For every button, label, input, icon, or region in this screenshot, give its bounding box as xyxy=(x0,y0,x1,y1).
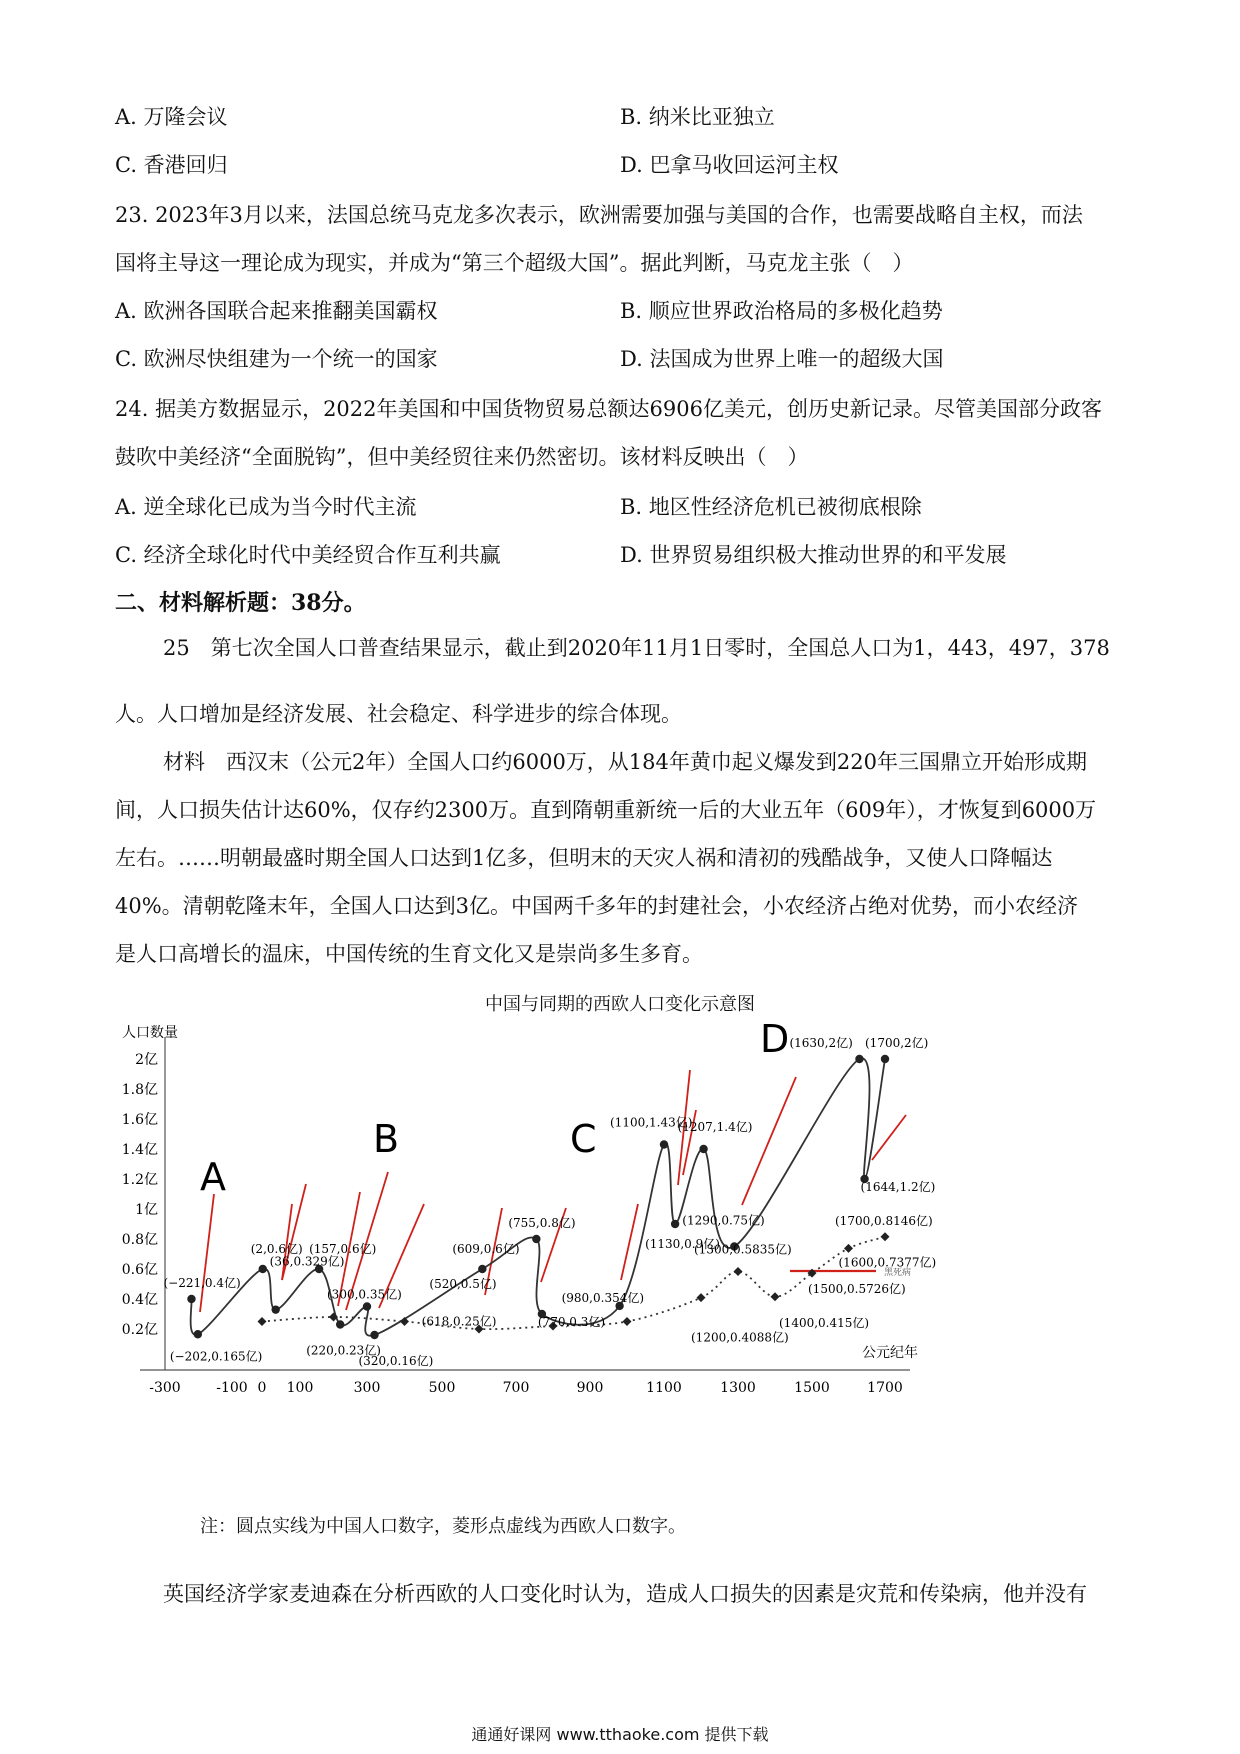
china-point xyxy=(187,1295,195,1303)
y-tick-label: 0.4亿 xyxy=(121,1292,158,1308)
china-point xyxy=(370,1331,378,1339)
china-point xyxy=(363,1302,371,1310)
china-point-label: (980,0.354亿) xyxy=(561,1290,645,1305)
x-tick-label: -300 xyxy=(149,1380,181,1396)
west-europe-point xyxy=(771,1292,780,1301)
black-death-label: 黑死病 xyxy=(884,1268,912,1278)
q24-option-a: A. 逆全球化已成为当今时代主流 xyxy=(115,495,417,519)
q24-stem-line1: 24. 据美方数据显示，2022年美国和中国货物贸易总额达6906亿美元，创历史新记录。尽管美国部分政客 xyxy=(115,397,1102,421)
red-pointer-line xyxy=(621,1204,638,1280)
population-chart xyxy=(0,960,1240,1500)
china-point xyxy=(699,1145,707,1153)
west-europe-point xyxy=(400,1317,409,1326)
y-tick-label: 2亿 xyxy=(135,1052,158,1068)
x-tick-label: -100 xyxy=(216,1380,248,1396)
x-tick-label: 900 xyxy=(576,1380,604,1396)
west-europe-point-label: (1500,0.5726亿) xyxy=(808,1282,906,1297)
x-tick-label: 1100 xyxy=(646,1380,682,1396)
q25-after-chart-line: 英国经济学家麦迪森在分析西欧的人口变化时认为，造成人口损失的因素是灾荒和传染病，他并没有 xyxy=(163,1582,1087,1606)
china-point-label: (2,0.6亿) xyxy=(250,1242,303,1256)
x-axis-label: 公元纪年 xyxy=(862,1345,918,1361)
annotation-letter: B xyxy=(373,1117,400,1161)
china-point xyxy=(259,1265,267,1273)
y-tick-label: 0.2亿 xyxy=(121,1322,158,1338)
q23-stem-line1: 23. 2023年3月以来，法国总统马克龙多次表示，欧洲需要加强与美国的合作，也需要战略自主权，而法 xyxy=(115,203,1083,227)
x-tick-label: 100 xyxy=(286,1380,314,1396)
china-point-label: (1207,1.4亿) xyxy=(677,1120,753,1134)
q24-option-d: D. 世界贸易组织极大推动世界的和平发展 xyxy=(620,543,1007,567)
y-axis-label: 人口数量 xyxy=(122,1025,178,1041)
west-europe-point xyxy=(697,1293,706,1302)
china-point xyxy=(881,1055,889,1063)
china-point-label: (1290,0.75亿) xyxy=(682,1213,765,1228)
chart-axes xyxy=(122,1024,918,1396)
chart-caption: 中国与同期的西欧人口变化示意图 xyxy=(485,994,755,1015)
west-europe-point-label: (520,0.5亿) xyxy=(429,1277,497,1291)
china-point xyxy=(855,1055,863,1063)
west-europe-point xyxy=(734,1267,743,1276)
annotation-letter: A xyxy=(200,1155,226,1199)
china-point xyxy=(671,1220,679,1228)
q23-stem-line2: 国将主导这一理论成为现实，并成为“第三个超级大国”。据此判断，马克龙主张（ ） xyxy=(115,251,914,275)
q22-option-d: D. 巴拿马收回运河主权 xyxy=(620,153,839,177)
china-point-label: (770,0.3亿) xyxy=(537,1315,606,1329)
q25-material-line1: 材料 西汉末（公元2年）全国人口约6000万，从184年黄巾起义爆发到220年三国鼎立开始形成期 xyxy=(163,750,1087,774)
china-point xyxy=(660,1140,668,1148)
x-tick-label: 700 xyxy=(502,1380,530,1396)
west-europe-point-label: (1300,0.5835亿) xyxy=(694,1242,792,1257)
x-tick-label: 1700 xyxy=(867,1380,903,1396)
y-tick-label: 0.6亿 xyxy=(121,1262,158,1278)
q23-option-a: A. 欧洲各国联合起来推翻美国霸权 xyxy=(115,299,438,323)
west-europe-point-label: (1600,0.7377亿) xyxy=(838,1255,937,1270)
china-point xyxy=(532,1235,540,1243)
china-point-label: (−221,0.4亿) xyxy=(163,1276,241,1290)
west-europe-point xyxy=(881,1232,890,1241)
west-europe-point-label: (1700,0.8146亿) xyxy=(835,1213,933,1228)
y-tick-label: 1.8亿 xyxy=(121,1082,158,1098)
q22-option-b: B. 纳米比亚独立 xyxy=(620,105,775,129)
china-point-label: (1630,2亿) xyxy=(789,1036,853,1050)
annotation-letter: D xyxy=(760,1017,790,1061)
west-europe-point-label: (1200,0.4088亿) xyxy=(691,1330,789,1345)
x-tick-label: 300 xyxy=(353,1380,381,1396)
china-point xyxy=(478,1265,486,1273)
west-europe-point xyxy=(258,1317,267,1326)
china-line xyxy=(191,1058,885,1335)
china-point-label: (1644,1.2亿) xyxy=(860,1180,936,1194)
china-point-label: (1700,2亿) xyxy=(865,1036,929,1050)
china-series xyxy=(187,1055,889,1339)
q23-option-d: D. 法国成为世界上唯一的超级大国 xyxy=(620,347,944,371)
annotation-letter: C xyxy=(570,1117,597,1161)
red-pointer-line xyxy=(742,1077,796,1205)
west-europe-point-label: (618,0.25亿) xyxy=(421,1314,497,1329)
q25-material-line2: 间，人口损失估计达60%，仅存约2300万。直到隋朝重新统一后的大业五年（609年），才恢复到6000万 xyxy=(115,798,1097,822)
q25-intro-line1: 25 第七次全国人口普查结果显示，截止到2020年11月1日零时，全国总人口为1，443，497，378 xyxy=(163,636,1110,660)
q25-material-line5: 是人口高增长的温床，中国传统的生育文化又是崇尚多生多育。 xyxy=(115,942,703,966)
china-point xyxy=(194,1330,202,1338)
y-tick-label: 1.6亿 xyxy=(121,1112,158,1128)
red-pointer-line xyxy=(200,1194,214,1312)
x-tick-label: 1300 xyxy=(720,1380,756,1396)
y-tick-label: 1亿 xyxy=(135,1202,158,1218)
footer-credit: 通通好课网 www.tthaoke.com 提供下载 xyxy=(471,1725,769,1744)
q25-material-line3: 左右。……明朝最盛时期全国人口达到1亿多，但明末的天灾人祸和清初的残酷战争，又使人口降幅达 xyxy=(115,846,1053,870)
west-europe-point-label: (1400,0.415亿) xyxy=(779,1315,870,1330)
q22-option-c: C. 香港回归 xyxy=(115,153,228,177)
x-tick-label: 1500 xyxy=(794,1380,830,1396)
section-heading: 二、材料解析题：38分。 xyxy=(115,590,366,616)
chart-note: 注：圆点实线为中国人口数字，菱形点虚线为西欧人口数字。 xyxy=(200,1516,686,1537)
q23-option-b: B. 顺应世界政治格局的多极化趋势 xyxy=(620,299,943,323)
china-point-label: (300,0.35亿) xyxy=(327,1287,402,1302)
china-point-label: (1130,0.9亿) xyxy=(645,1237,720,1251)
china-point xyxy=(271,1305,279,1313)
china-point-label: (1100,1.43亿) xyxy=(610,1115,693,1130)
q22-option-a: A. 万隆会议 xyxy=(115,105,228,129)
china-point xyxy=(336,1320,344,1328)
q24-stem-line2: 鼓吹中美经济“全面脱钩”，但中美经贸往来仍然密切。该材料反映出（ ） xyxy=(115,445,809,469)
q23-option-c: C. 欧洲尽快组建为一个统一的国家 xyxy=(115,347,438,371)
q24-option-b: B. 地区性经济危机已被彻底根除 xyxy=(620,495,922,519)
china-point-label: (157,0.6亿) xyxy=(309,1242,377,1256)
q25-intro-line2: 人。人口增加是经济发展、社会稳定、科学进步的综合体现。 xyxy=(115,702,682,726)
china-point-label: (36,0.329亿) xyxy=(269,1254,345,1269)
china-point-label: (755,0.8亿) xyxy=(508,1216,576,1230)
red-pointer-line xyxy=(872,1115,906,1160)
y-tick-label: 1.4亿 xyxy=(121,1142,158,1158)
china-point-label: (320,0.16亿) xyxy=(358,1354,434,1368)
x-tick-label: 0 xyxy=(257,1380,267,1396)
west-europe-point xyxy=(844,1244,853,1253)
x-tick-label: 500 xyxy=(428,1380,456,1396)
q24-option-c: C. 经济全球化时代中美经贸合作互利共赢 xyxy=(115,543,501,567)
y-tick-label: 1.2亿 xyxy=(121,1172,158,1188)
china-point-label: (220,0.23亿) xyxy=(306,1343,382,1358)
point-labels xyxy=(163,1036,936,1368)
china-point-label: (−202,0.165亿) xyxy=(169,1349,263,1364)
china-point-label: (609,0.6亿) xyxy=(452,1242,520,1256)
y-tick-label: 0.8亿 xyxy=(121,1232,158,1248)
west-europe-point xyxy=(623,1317,632,1326)
q25-material-line4: 40%。清朝乾隆末年，全国人口达到3亿。中国两千多年的封建社会，小农经济占绝对优势，而小农经济 xyxy=(115,894,1079,918)
